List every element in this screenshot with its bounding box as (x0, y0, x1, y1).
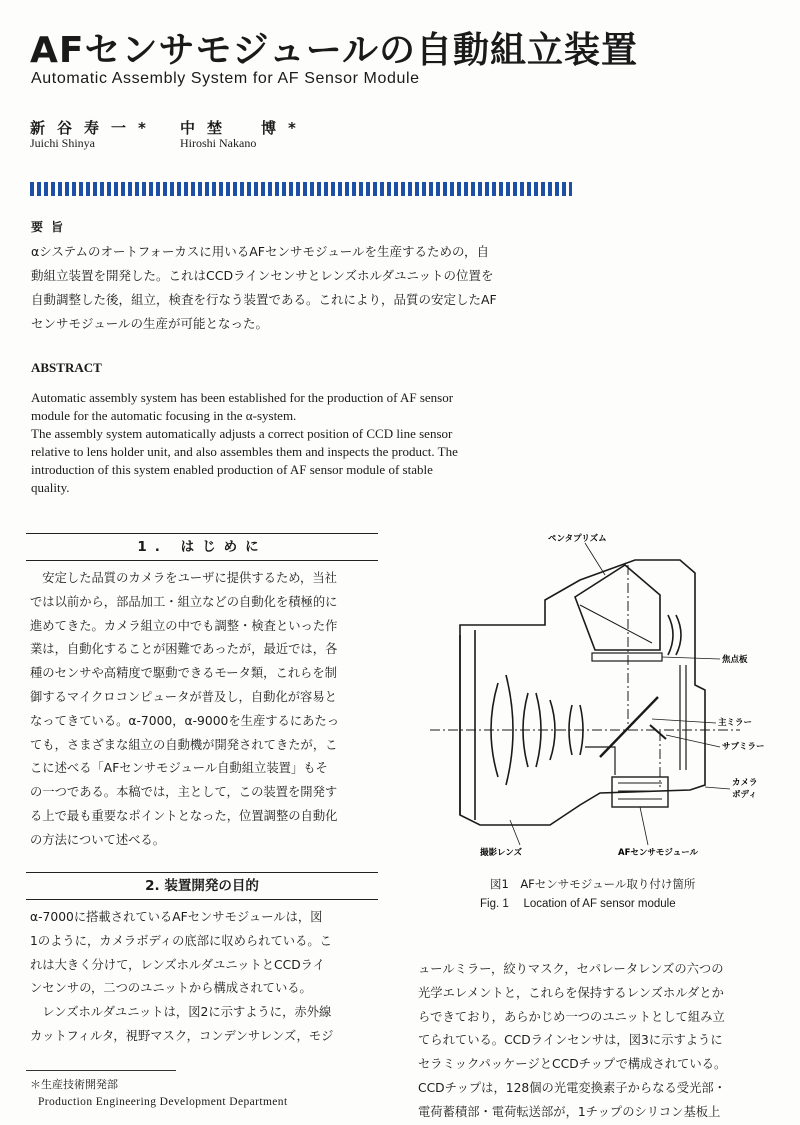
summary-line: αシステムのオートフォーカスに用いるAFセンサモジュールを生産するための，自 (31, 244, 489, 259)
decorative-stripe (30, 182, 572, 196)
footnote-affiliation-ja: ＊生産技術開発部 (30, 1078, 118, 1091)
abstract-line: The assembly system automatically adjusts a correct position of CCD line sensor (31, 426, 453, 441)
label-pentaprism: ペンタプリズム (548, 534, 607, 544)
abstract-line: module for the automatic focusing in the α-system. (31, 408, 297, 423)
right-column-line: 電荷蓄積部・電荷転送部が，1チップのシリコン基板上 (418, 1104, 721, 1119)
abstract-line: Automatic assembly system has been established for the production of AF sensor (31, 390, 454, 405)
abstract-line: quality. (31, 480, 70, 495)
section-2-line: レンズホルダユニットは，図2に示すように，赤外線 (30, 1005, 332, 1020)
label-camera-body-2: ボディ (732, 790, 757, 800)
summary-heading: 要旨 (31, 220, 72, 234)
section-2-line: カットフィルタ，視野マスク，コンデンサレンズ，モジ (30, 1028, 334, 1043)
summary-line: センサモジュールの生産が可能となった。 (31, 316, 269, 331)
section-1-line: る上で最も重要なポイントとなった，位置調整の自動化 (30, 808, 338, 823)
section-2-line: ンセンサの，二つのユニットから構成されている。 (30, 981, 312, 996)
section-2-body (30, 906, 333, 1049)
paper-title-en: Automatic Assembly System for AF Sensor Module (31, 70, 420, 87)
section-2-line: 1のように，カメラボディの底部に収められている。こ (30, 933, 332, 948)
abstract-line: relative to lens holder unit, and also assembles them and inspects the product. The (31, 444, 458, 459)
label-lens: 撮影レンズ (480, 848, 523, 858)
label-camera-body-1: カメラ (732, 778, 758, 788)
summary-line: 動組立装置を開発した。これはCCDラインセンサとレンズホルダユニットの位置を (31, 268, 494, 283)
right-column-line: てられている。CCDラインセンサは，図3に示すように (418, 1033, 723, 1048)
section-1-body (30, 567, 339, 853)
section-1-line: ても，さまざまな組立の自動機が開発されてきたが，こ (30, 737, 338, 752)
section-1-line: 進めてきた。カメラ組立の中でも調整・検査といった作 (30, 618, 338, 633)
right-column-line: 光学エレメントと，これらを保持するレンズホルダとか (418, 985, 724, 1000)
section-1-line: なってきている。α-7000，α-9000を生産するにあたっ (30, 713, 340, 728)
section-1-line: 御するマイクロコンピュータが普及し，自動化が容易と (30, 689, 337, 704)
section-1-line: 業は，自動化することが困難であったが，最近では，各 (30, 642, 338, 657)
label-focus-plate: 焦点板 (722, 655, 748, 665)
section-2-heading: 2. 装置開発の目的 (26, 872, 378, 900)
right-column-line: ュールミラー，絞りマスク，セパレータレンズの六つの (418, 962, 724, 976)
right-column-body (418, 958, 726, 1125)
section-1-line: では以前から，部品加工・組立などの自動化を積極的に (30, 594, 338, 609)
author-1-name-en: Juichi Shinya (30, 136, 95, 150)
label-sub-mirror: サブミラー (722, 742, 765, 752)
summary-line: 自動調整した後，組立，検査を行なう装置である。これにより，品質の安定したAF (31, 292, 497, 307)
author-1-name-ja: 新谷寿一* (30, 119, 158, 137)
author-2-name-ja: 中埜 博* (180, 119, 308, 137)
section-1-line: 種のセンサや高精度で駆動できるモータ類，これらを制 (30, 666, 337, 681)
right-column-line: セラミックパッケージとCCDチップで構成されている。 (418, 1057, 727, 1072)
section-1-line: こに述べる「AFセンサモジュール自動組立装置」もそ (30, 761, 328, 776)
figure-1-caption-ja: 図1 AFセンサモジュール取り付け箇所 (490, 877, 696, 891)
label-main-mirror: 主ミラー (718, 718, 753, 728)
right-column-line: CCDチップは，128個の光電変換素子からなる受光部・ (418, 1080, 726, 1095)
section-1-heading: 1. はじめに (26, 533, 378, 561)
footnote-rule (26, 1070, 176, 1071)
section-1-line: の一つである。本稿では，主として，この装置を開発す (30, 785, 338, 800)
section-1-line: の方法について述べる。 (30, 832, 166, 847)
section-2-line: れは大きく分けて，レンズホルダユニットとCCDライ (30, 957, 325, 972)
figure-1-caption-en: Fig. 1 Location of AF sensor module (480, 898, 676, 910)
author-2-name-en: Hiroshi Nakano (180, 136, 257, 150)
paper-title-ja: AFセンサモジュールの自動組立装置 (30, 30, 639, 71)
abstract-heading: ABSTRACT (31, 360, 102, 375)
figure-1-camera-diagram (420, 525, 790, 865)
right-column-line: らできており，あらかじめ一つのユニットとして組み立 (418, 1009, 725, 1024)
section-2-line: α-7000に搭載されているAFセンサモジュールは，図 (30, 910, 323, 924)
abstract-line: introduction of this system enabled production of AF sensor module of stable (31, 462, 433, 477)
label-af-module: AFセンサモジュール (618, 848, 699, 858)
footnote-affiliation-en: Production Engineering Development Department (38, 1096, 288, 1108)
section-1-line: 安定した品質のカメラをユーザに提供するため，当社 (30, 571, 337, 585)
